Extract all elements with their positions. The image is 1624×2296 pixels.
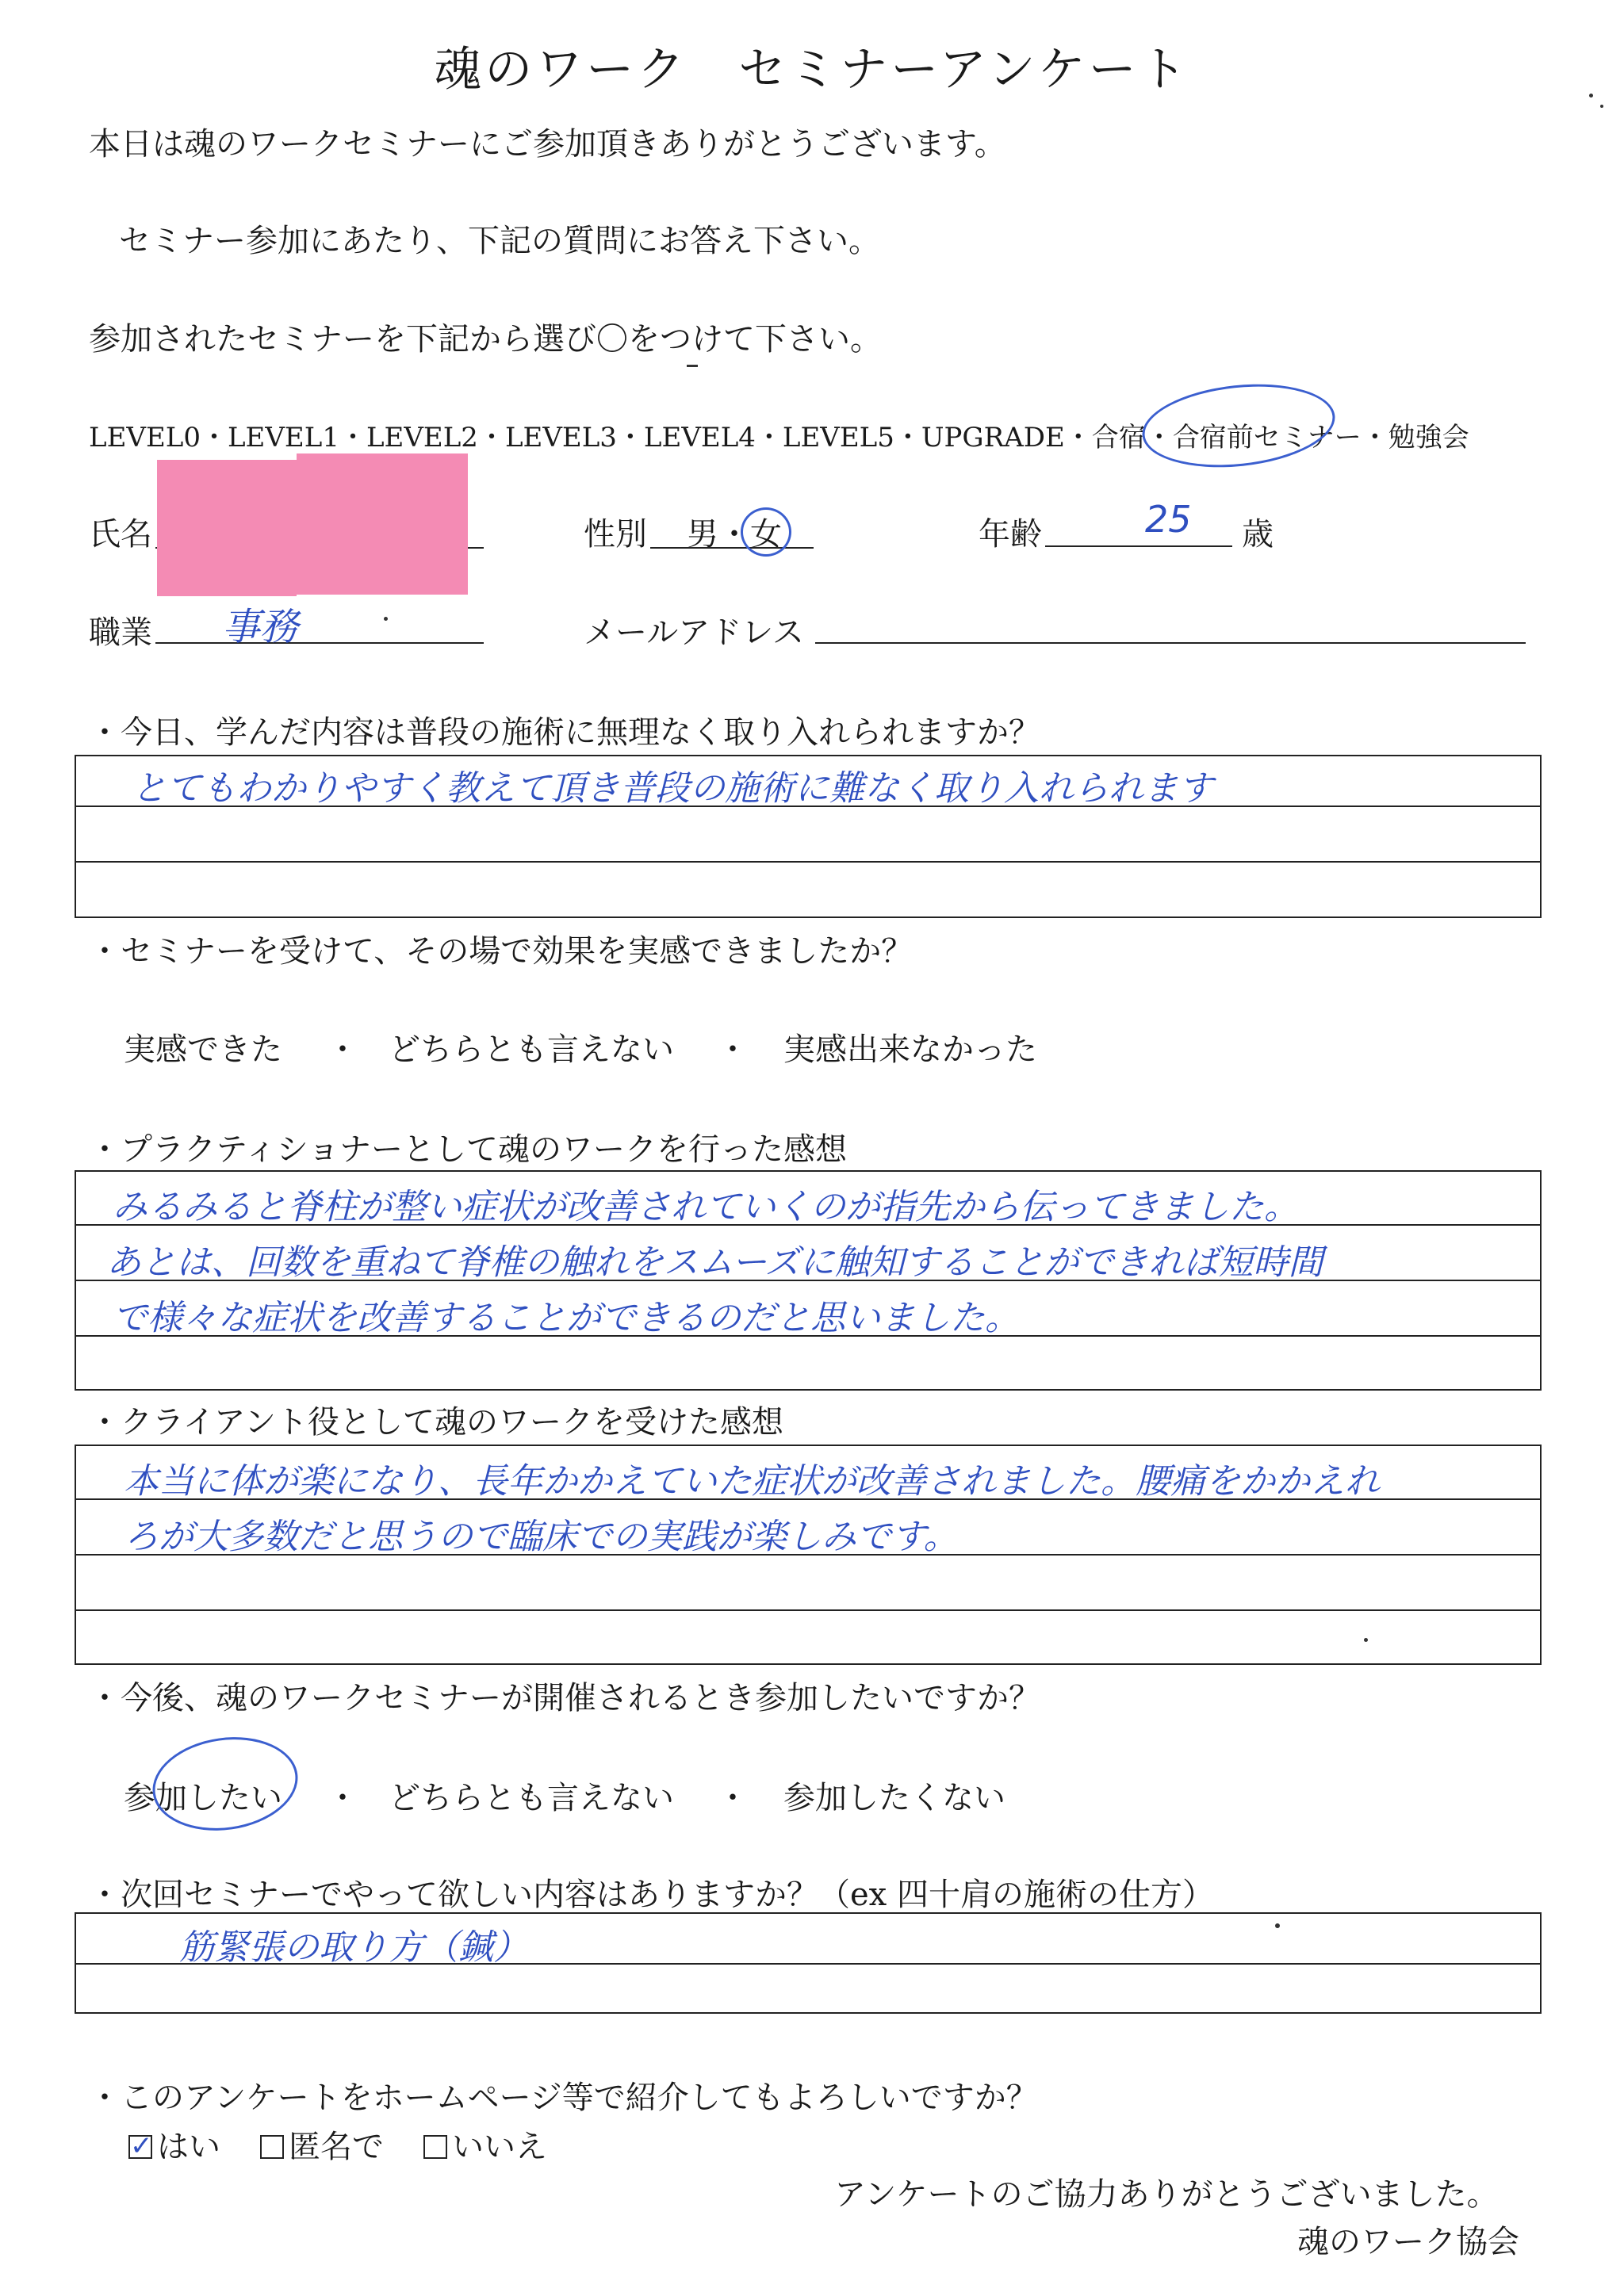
selection-circle-gender xyxy=(741,507,791,557)
job-underline xyxy=(155,642,484,644)
q7-label: ・このアンケートをホームページ等で紹介してもよろしいですか？ xyxy=(89,2080,1038,2116)
checkmark-icon: ✓ xyxy=(130,2130,153,2162)
footer-organization: 魂のワーク協会 xyxy=(1297,2224,1519,2260)
q4-answer-line: ろが大多数だと思うので臨床での実践が楽しみです。 xyxy=(124,1517,959,1557)
q3-answer-line: みるみると脊柱が整い症状が改善されていくのが指先から伝ってきました。 xyxy=(113,1187,1299,1227)
job-value[interactable]: 事務 xyxy=(222,605,299,649)
q1-answer-line: とてもわかりやすく教えて頂き普段の施術に難なく取り入れられます xyxy=(132,768,1213,809)
stray-mark xyxy=(384,617,388,621)
age-label: 年齢 xyxy=(979,516,1042,553)
q3-label: ・プラクティショナーとして魂のワークを行った感想 xyxy=(89,1131,847,1168)
q2-option-1[interactable]: 実感できた xyxy=(124,1031,282,1068)
q4-answer-box[interactable] xyxy=(75,1445,1542,1665)
checkbox-no[interactable] xyxy=(423,2135,447,2159)
selection-circle-q5 xyxy=(147,1728,304,1839)
stray-mark xyxy=(687,365,698,367)
age-unit: 歳 xyxy=(1242,516,1274,553)
q5-option-1[interactable]: 参加したい xyxy=(124,1780,282,1816)
q5-separator: ・ xyxy=(717,1780,749,1816)
checkbox-anonymous[interactable] xyxy=(260,2135,284,2159)
q6-answer-box[interactable] xyxy=(75,1912,1542,2014)
q7-option-yes[interactable] xyxy=(128,2122,220,2167)
page-title: 魂のワーク セミナーアンケート xyxy=(434,42,1190,98)
stray-mark xyxy=(1589,94,1593,98)
gender-label: 性別 xyxy=(584,516,647,553)
q5-option-3[interactable]: 参加したくない xyxy=(783,1780,1005,1816)
q4-label: ・クライアント役として魂のワークを受けた感想 xyxy=(89,1404,783,1441)
intro-line-1: 本日は魂のワークセミナーにご参加頂きありがとうございます。 xyxy=(89,126,1006,163)
q7-option-anonymous[interactable] xyxy=(260,2122,384,2167)
q3-answer-line: あとは、回数を重ねて脊椎の触れをスムーズに触知することができれば短時間 xyxy=(106,1242,1323,1283)
q4-answer-line: 本当に体が楽になり、長年かかえていた症状が改善されました。腰痛をかかえれ xyxy=(124,1461,1380,1502)
gender-underline xyxy=(650,547,814,549)
job-label: 職業 xyxy=(89,614,152,651)
selection-circle-seminar xyxy=(1138,376,1339,476)
q3-answer-box[interactable] xyxy=(75,1170,1542,1391)
intro-line-2: セミナー参加にあたり、下記の質問にお答え下さい。 xyxy=(119,223,880,259)
q2-option-3[interactable]: 実感出来なかった xyxy=(783,1031,1037,1068)
q6-answer-line: 筋緊張の取り方（鍼） xyxy=(179,1927,528,1968)
stray-mark xyxy=(1364,1638,1368,1642)
seminar-option-selected[interactable]: 合宿前セミナー xyxy=(1172,422,1362,453)
q7-option-no-label: いいえ xyxy=(452,2129,547,2165)
name-redaction-2 xyxy=(297,453,468,595)
q7-option-yes-label: はい xyxy=(157,2129,220,2165)
q2-label: ・セミナーを受けて、その場で効果を実感できましたか？ xyxy=(89,933,914,970)
q2-separator: ・ xyxy=(717,1031,749,1068)
q3-answer-line: で様々な症状を改善することができるのだと思いました。 xyxy=(113,1298,1020,1338)
q7-option-no[interactable] xyxy=(423,2122,547,2167)
email-label: メールアドレス xyxy=(584,614,804,651)
stray-mark xyxy=(1600,105,1603,108)
seminar-options-before: LEVEL0・LEVEL1・LEVEL2・LEVEL3・LEVEL4・LEVEL5・UPGRADE・合宿・ xyxy=(89,422,1173,453)
name-label: 氏名 xyxy=(89,516,152,553)
email-underline[interactable] xyxy=(815,642,1526,644)
q1-rule xyxy=(76,861,1540,863)
q5-separator: ・ xyxy=(327,1780,358,1816)
age-value[interactable]: 25 xyxy=(1145,498,1192,541)
q4-rule xyxy=(76,1609,1540,1611)
q2-option-2[interactable]: どちらとも言えない xyxy=(389,1031,674,1068)
name-redaction xyxy=(157,460,297,596)
q1-label: ・今日、学んだ内容は普段の施術に無理なく取り入れられますか？ xyxy=(89,714,1040,751)
q1-answer-box[interactable] xyxy=(75,755,1542,918)
q5-label: ・今後、魂のワークセミナーが開催されるとき参加したいですか？ xyxy=(89,1680,1040,1716)
q2-separator: ・ xyxy=(327,1031,358,1068)
stray-mark xyxy=(1275,1923,1280,1928)
q6-label: ・次回セミナーでやって欲しい内容はありますか？（ex 四十肩の施術の仕方） xyxy=(89,1877,1214,1913)
q7-option-anonymous-label: 匿名で xyxy=(289,2129,384,2165)
q5-option-2[interactable]: どちらとも言えない xyxy=(389,1780,674,1816)
intro-line-3: 参加されたセミナーを下記から選び〇をつけて下さい。 xyxy=(89,321,882,358)
gender-options[interactable]: 男・女 xyxy=(687,516,782,553)
age-underline xyxy=(1045,545,1232,547)
footer-thanks: アンケートのご協力ありがとうございました。 xyxy=(834,2176,1499,2213)
seminar-options-after: ・勉強会 xyxy=(1361,422,1469,453)
checkbox-yes[interactable] xyxy=(128,2130,153,2162)
